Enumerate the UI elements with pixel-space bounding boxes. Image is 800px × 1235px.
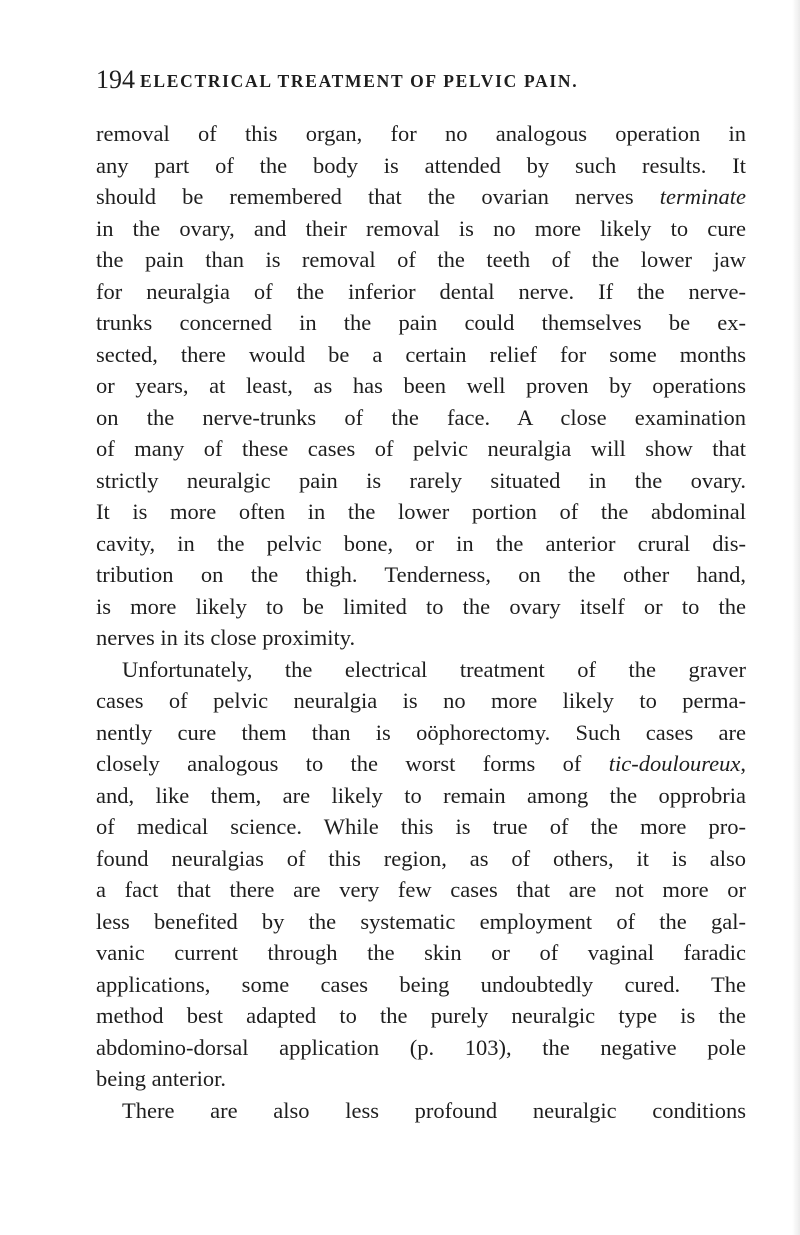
text-line: for neuralgia of the inferior dental nerve. If the nerve-	[96, 278, 746, 304]
text-line: in the ovary, and their removal is no more likely to cure	[96, 215, 746, 241]
text-run: closely analogous to the worst forms of	[96, 751, 582, 776]
text-line: tribution on the thigh. Tenderness, on the other hand,	[96, 562, 746, 587]
text-line: It is more often in the lower portion of the abdominal	[96, 499, 746, 524]
text-line: nently cure them than is oöphorectomy. Such cases are	[96, 719, 746, 745]
text-line: of medical science. While this is true of the more pro-	[96, 814, 746, 839]
text-line: strictly neuralgic pain is rarely situated in the ovary.	[96, 467, 746, 493]
text-line	[96, 181, 746, 213]
text-line: any part of the body is attended by such results. It	[96, 152, 746, 178]
text-line: of many of these cases of pelvic neuralgia will show that	[96, 436, 746, 461]
text-line: found neuralgias of this region, as of others, it is also	[96, 845, 746, 871]
running-head: ELECTRICAL TREATMENT OF PELVIC PAIN.	[140, 71, 579, 91]
text-line: the pain than is removal of the teeth of the lower jaw	[96, 247, 746, 272]
text-line: or years, at least, as has been well proven by operations	[96, 373, 746, 398]
text-line: cavity, in the pelvic bone, or in the anterior crural dis-	[96, 530, 746, 556]
text-line: and, like them, are likely to remain among the opprobria	[96, 782, 746, 808]
text-line: a fact that there are very few cases that are not more or	[96, 877, 746, 902]
text-line: being anterior.	[96, 1066, 226, 1091]
text-line: There are also less profound neuralgic conditions	[122, 1097, 746, 1123]
text-run: ,	[740, 751, 747, 776]
emphasis-text: terminate	[659, 184, 747, 209]
text-line: on the nerve-trunks of the face. A close examination	[96, 404, 746, 430]
page-number: 194	[96, 65, 135, 94]
text-line: cases of pelvic neuralgia is no more likely to perma-	[96, 688, 746, 713]
text-line: abdomino-dorsal application (p. 103), the negative pole	[96, 1034, 746, 1060]
page-header	[96, 66, 736, 94]
text-line: trunks concerned in the pain could themselves be ex-	[96, 310, 746, 335]
text-line: is more likely to be limited to the ovary itself or to the	[96, 593, 746, 619]
text-line	[96, 748, 746, 780]
text-line: applications, some cases being undoubtedly cured. The	[96, 971, 746, 997]
text-line: removal of this organ, for no analogous operation in	[96, 121, 746, 146]
text-line: vanic current through the skin or of vaginal faradic	[96, 940, 746, 965]
body-text	[96, 118, 746, 1126]
text-line: less benefited by the systematic employment of the gal-	[96, 908, 746, 934]
text-line: nerves in its close proximity.	[96, 625, 356, 650]
emphasis-text: tic-douloureux	[608, 751, 741, 776]
text-line: Unfortunately, the electrical treatment of the graver	[122, 656, 746, 682]
text-run: should be remembered that the ovarian nerves	[96, 184, 634, 209]
text-line: method best adapted to the purely neuralgic type is the	[96, 1003, 746, 1028]
page-edge-shadow	[792, 0, 800, 1235]
text-line: sected, there would be a certain relief for some months	[96, 341, 746, 367]
